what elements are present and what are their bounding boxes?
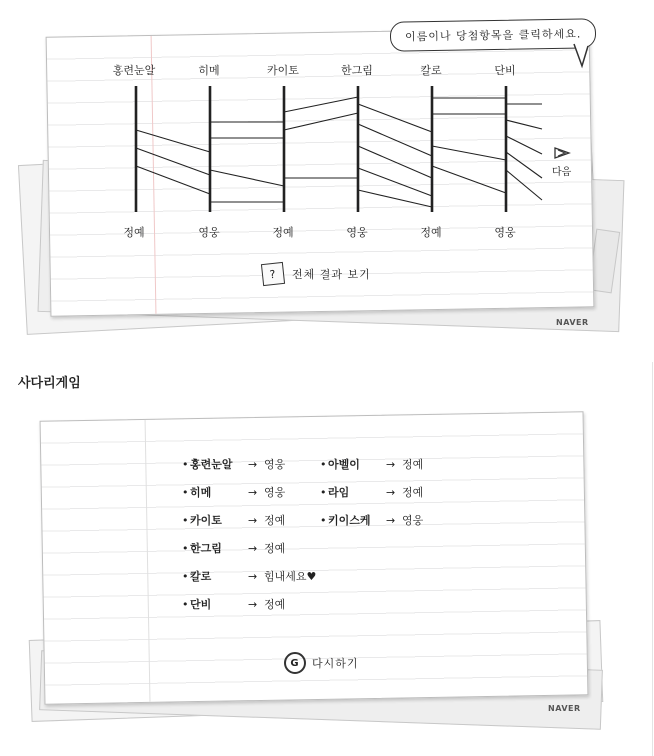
bullet: • bbox=[320, 457, 327, 471]
naver-text: NAVER bbox=[548, 704, 581, 713]
naver-logo bbox=[556, 318, 589, 327]
ladder-rung bbox=[432, 146, 506, 160]
result-value: 영웅 bbox=[264, 486, 286, 499]
arrow-icon: → bbox=[386, 513, 396, 527]
arrow-icon: → bbox=[248, 513, 258, 527]
result-row bbox=[320, 512, 423, 528]
result-value: 정예 bbox=[402, 486, 424, 499]
question-box-icon: ? bbox=[261, 262, 285, 286]
arrow-icon: → bbox=[248, 541, 258, 555]
result-value: 정예 bbox=[264, 514, 286, 527]
result-row bbox=[182, 568, 316, 584]
result-value: 정예 bbox=[402, 458, 424, 471]
result-row bbox=[182, 596, 285, 612]
ladder-rung bbox=[210, 170, 284, 186]
ladder-rung bbox=[506, 136, 542, 154]
page-title: 사다리게임 bbox=[18, 376, 81, 391]
arrow-icon: → bbox=[248, 569, 258, 583]
result-name: 키이스케 bbox=[328, 514, 371, 527]
ladder-rung bbox=[136, 148, 210, 175]
arrow-icon: → bbox=[248, 457, 258, 471]
next-button[interactable] bbox=[552, 146, 571, 178]
next-label: 다음 bbox=[552, 167, 572, 178]
bullet: • bbox=[182, 569, 189, 583]
result-value: 정예 bbox=[264, 598, 286, 611]
result-name: 한그림 bbox=[190, 542, 222, 555]
result-value: 힘내세요♥ bbox=[264, 570, 317, 583]
naver-text: NAVER bbox=[556, 318, 589, 327]
result-name: 단비 bbox=[190, 598, 212, 611]
bullet: • bbox=[320, 485, 327, 499]
bubble-tail bbox=[572, 42, 602, 72]
result-row bbox=[320, 484, 423, 500]
ladder-result[interactable]: 영웅 bbox=[346, 226, 368, 239]
result-row bbox=[182, 484, 285, 500]
result-row bbox=[182, 540, 285, 556]
ladder-rung bbox=[358, 190, 432, 207]
result-row bbox=[182, 512, 285, 528]
arrow-icon: → bbox=[248, 485, 258, 499]
ladder-result[interactable]: 영웅 bbox=[494, 226, 516, 239]
player-name[interactable]: 히메 bbox=[198, 64, 220, 77]
result-name: 라임 bbox=[328, 486, 350, 499]
player-name[interactable]: 칼로 bbox=[420, 64, 442, 77]
instruction-bubble bbox=[390, 18, 597, 52]
bullet: • bbox=[182, 513, 189, 527]
show-all-label: 전체 결과 보기 bbox=[292, 268, 371, 281]
result-value: 정예 bbox=[264, 542, 286, 555]
result-row bbox=[320, 456, 423, 472]
ladder-scene bbox=[0, 0, 654, 345]
margin-line bbox=[145, 420, 151, 702]
pencil-arrow-icon bbox=[553, 146, 571, 160]
ladder-rung bbox=[358, 104, 432, 132]
result-name: 칼로 bbox=[190, 570, 212, 583]
bullet: • bbox=[182, 541, 189, 555]
ladder-rung bbox=[284, 97, 358, 112]
arrow-icon: → bbox=[386, 485, 396, 499]
ladder-rung bbox=[432, 166, 506, 193]
arrow-icon: → bbox=[386, 457, 396, 471]
ladder-rung bbox=[136, 130, 210, 152]
ladder-result[interactable]: 영웅 bbox=[198, 226, 220, 239]
result-name: 카이토 bbox=[190, 514, 222, 527]
arrow-icon: → bbox=[248, 597, 258, 611]
result-row bbox=[182, 456, 285, 472]
result-name: 히메 bbox=[190, 486, 212, 499]
show-all-results-button[interactable] bbox=[262, 263, 371, 285]
player-name[interactable]: 홍련눈알 bbox=[112, 64, 156, 77]
ladder-rung bbox=[136, 166, 210, 194]
retry-icon: G bbox=[284, 652, 306, 674]
result-value: 영웅 bbox=[264, 458, 286, 471]
bullet: • bbox=[320, 513, 327, 527]
ladder-rung bbox=[358, 168, 432, 196]
result-name: 홍련눈알 bbox=[190, 458, 233, 471]
bullet: • bbox=[182, 485, 189, 499]
naver-logo bbox=[548, 704, 581, 713]
instruction-text: 이름이나 당첨항목을 클릭하세요. bbox=[404, 27, 582, 44]
bullet: • bbox=[182, 597, 189, 611]
ladder-rung bbox=[284, 113, 358, 130]
result-value: 영웅 bbox=[402, 514, 424, 527]
ladder-result[interactable]: 정예 bbox=[272, 226, 294, 239]
result-name: 아벨이 bbox=[328, 458, 360, 471]
player-name[interactable]: 카이토 bbox=[267, 64, 299, 77]
ladder-result[interactable]: 정예 bbox=[420, 226, 442, 239]
ladder-result[interactable]: 정예 bbox=[123, 226, 145, 239]
player-name[interactable]: 한그림 bbox=[341, 64, 373, 77]
player-name[interactable]: 단비 bbox=[494, 64, 516, 77]
results-scene bbox=[0, 400, 654, 756]
bullet: • bbox=[182, 457, 189, 471]
retry-label: 다시하기 bbox=[312, 657, 359, 670]
ladder-rung bbox=[506, 120, 542, 129]
retry-button[interactable] bbox=[284, 652, 359, 674]
